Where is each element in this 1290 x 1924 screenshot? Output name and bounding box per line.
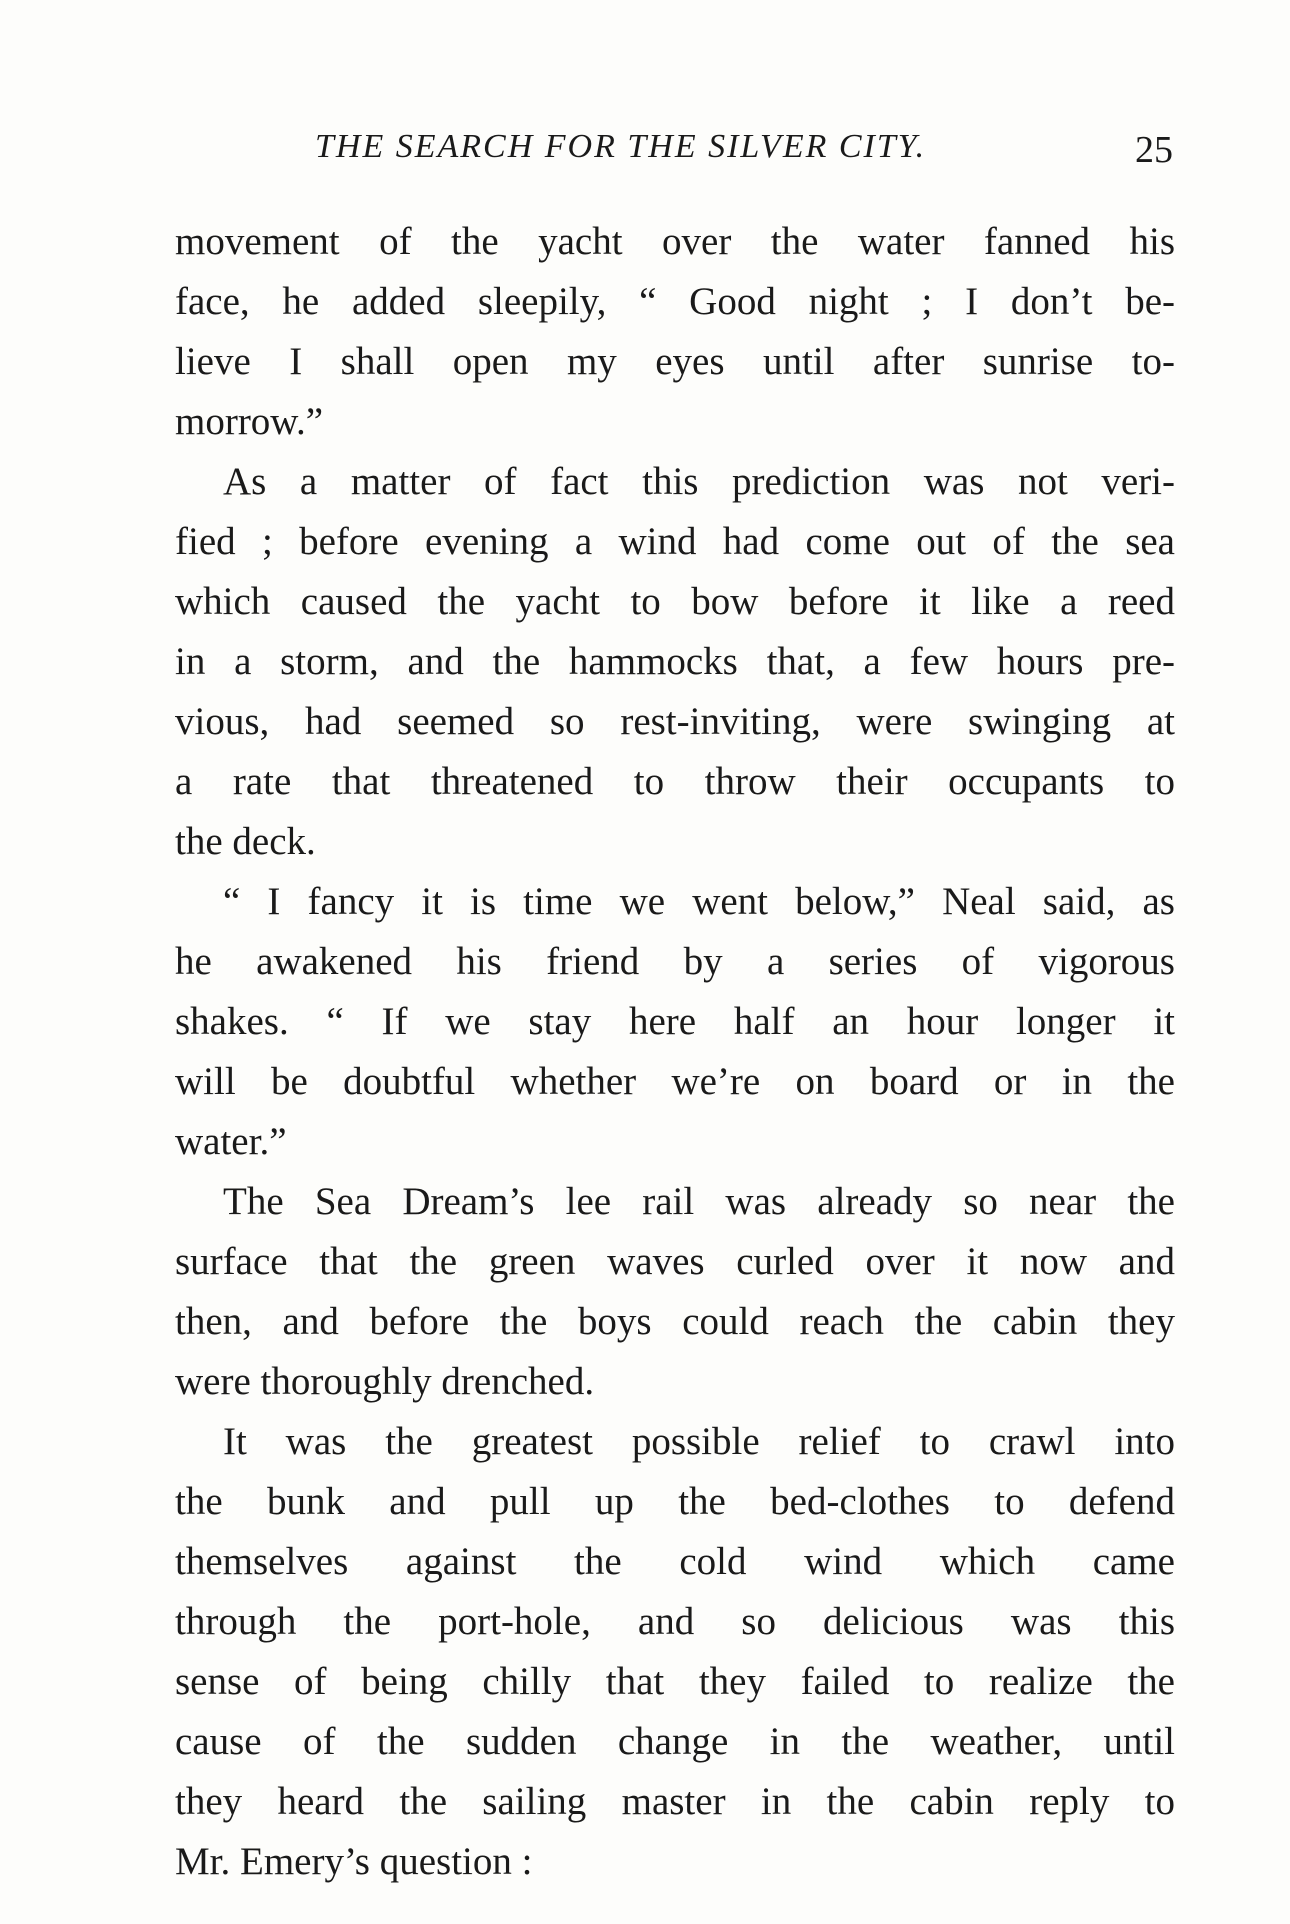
text-line: they heard the sailing master in the cabin reply to — [175, 1780, 1175, 1823]
text-line: themselves against the cold wind which came — [175, 1540, 1175, 1583]
paragraph-3 — [175, 872, 1175, 1172]
text-line: cause of the sudden change in the weather, until — [175, 1720, 1175, 1763]
text-line: a rate that threatened to throw their occupants to — [175, 760, 1175, 803]
running-head — [175, 128, 1175, 178]
text-line: sense of being chilly that they failed to realize the — [175, 1660, 1175, 1703]
text-line: he awakened his friend by a series of vigorous — [175, 940, 1175, 983]
page-number: 25 — [1135, 129, 1173, 171]
text-line: surface that the green waves curled over it now and — [175, 1240, 1175, 1283]
text-line: face, he added sleepily, “ Good night ; I don’t be- — [175, 280, 1175, 323]
text-line: movement of the yacht over the water fanned his — [175, 220, 1175, 263]
text-line: in a storm, and the hammocks that, a few hours pre- — [175, 640, 1175, 683]
text-line: It was the greatest possible relief to crawl into — [223, 1420, 1175, 1463]
text-line: water.” — [175, 1120, 287, 1163]
paragraph-5 — [175, 1412, 1175, 1892]
text-line: the bunk and pull up the bed-clothes to defend — [175, 1480, 1175, 1523]
paragraph-1 — [175, 212, 1175, 452]
text-line: morrow.” — [175, 400, 324, 443]
paragraph-2 — [175, 452, 1175, 872]
text-line: the deck. — [175, 820, 316, 863]
text-line: were thoroughly drenched. — [175, 1360, 595, 1403]
text-line: Mr. Emery’s question : — [175, 1840, 533, 1883]
text-line: which caused the yacht to bow before it like a reed — [175, 580, 1175, 623]
text-line: through the port-hole, and so delicious was this — [175, 1600, 1175, 1643]
paragraph-4 — [175, 1172, 1175, 1412]
text-line: shakes. “ If we stay here half an hour longer it — [175, 1000, 1175, 1043]
running-title: THE SEARCH FOR THE SILVER CITY. — [315, 128, 927, 165]
text-line: will be doubtful whether we’re on board or in the — [175, 1060, 1175, 1103]
text-line: lieve I shall open my eyes until after sunrise to- — [175, 340, 1175, 383]
text-line: The Sea Dream’s lee rail was already so near the — [223, 1180, 1175, 1223]
text-line: As a matter of fact this prediction was not veri- — [223, 460, 1175, 503]
text-line: vious, had seemed so rest-inviting, were swinging at — [175, 700, 1175, 743]
body-text — [175, 212, 1175, 1892]
text-line: then, and before the boys could reach the cabin they — [175, 1300, 1175, 1343]
text-line: “ I fancy it is time we went below,” Neal said, as — [223, 880, 1175, 923]
text-line: fied ; before evening a wind had come out of the sea — [175, 520, 1175, 563]
